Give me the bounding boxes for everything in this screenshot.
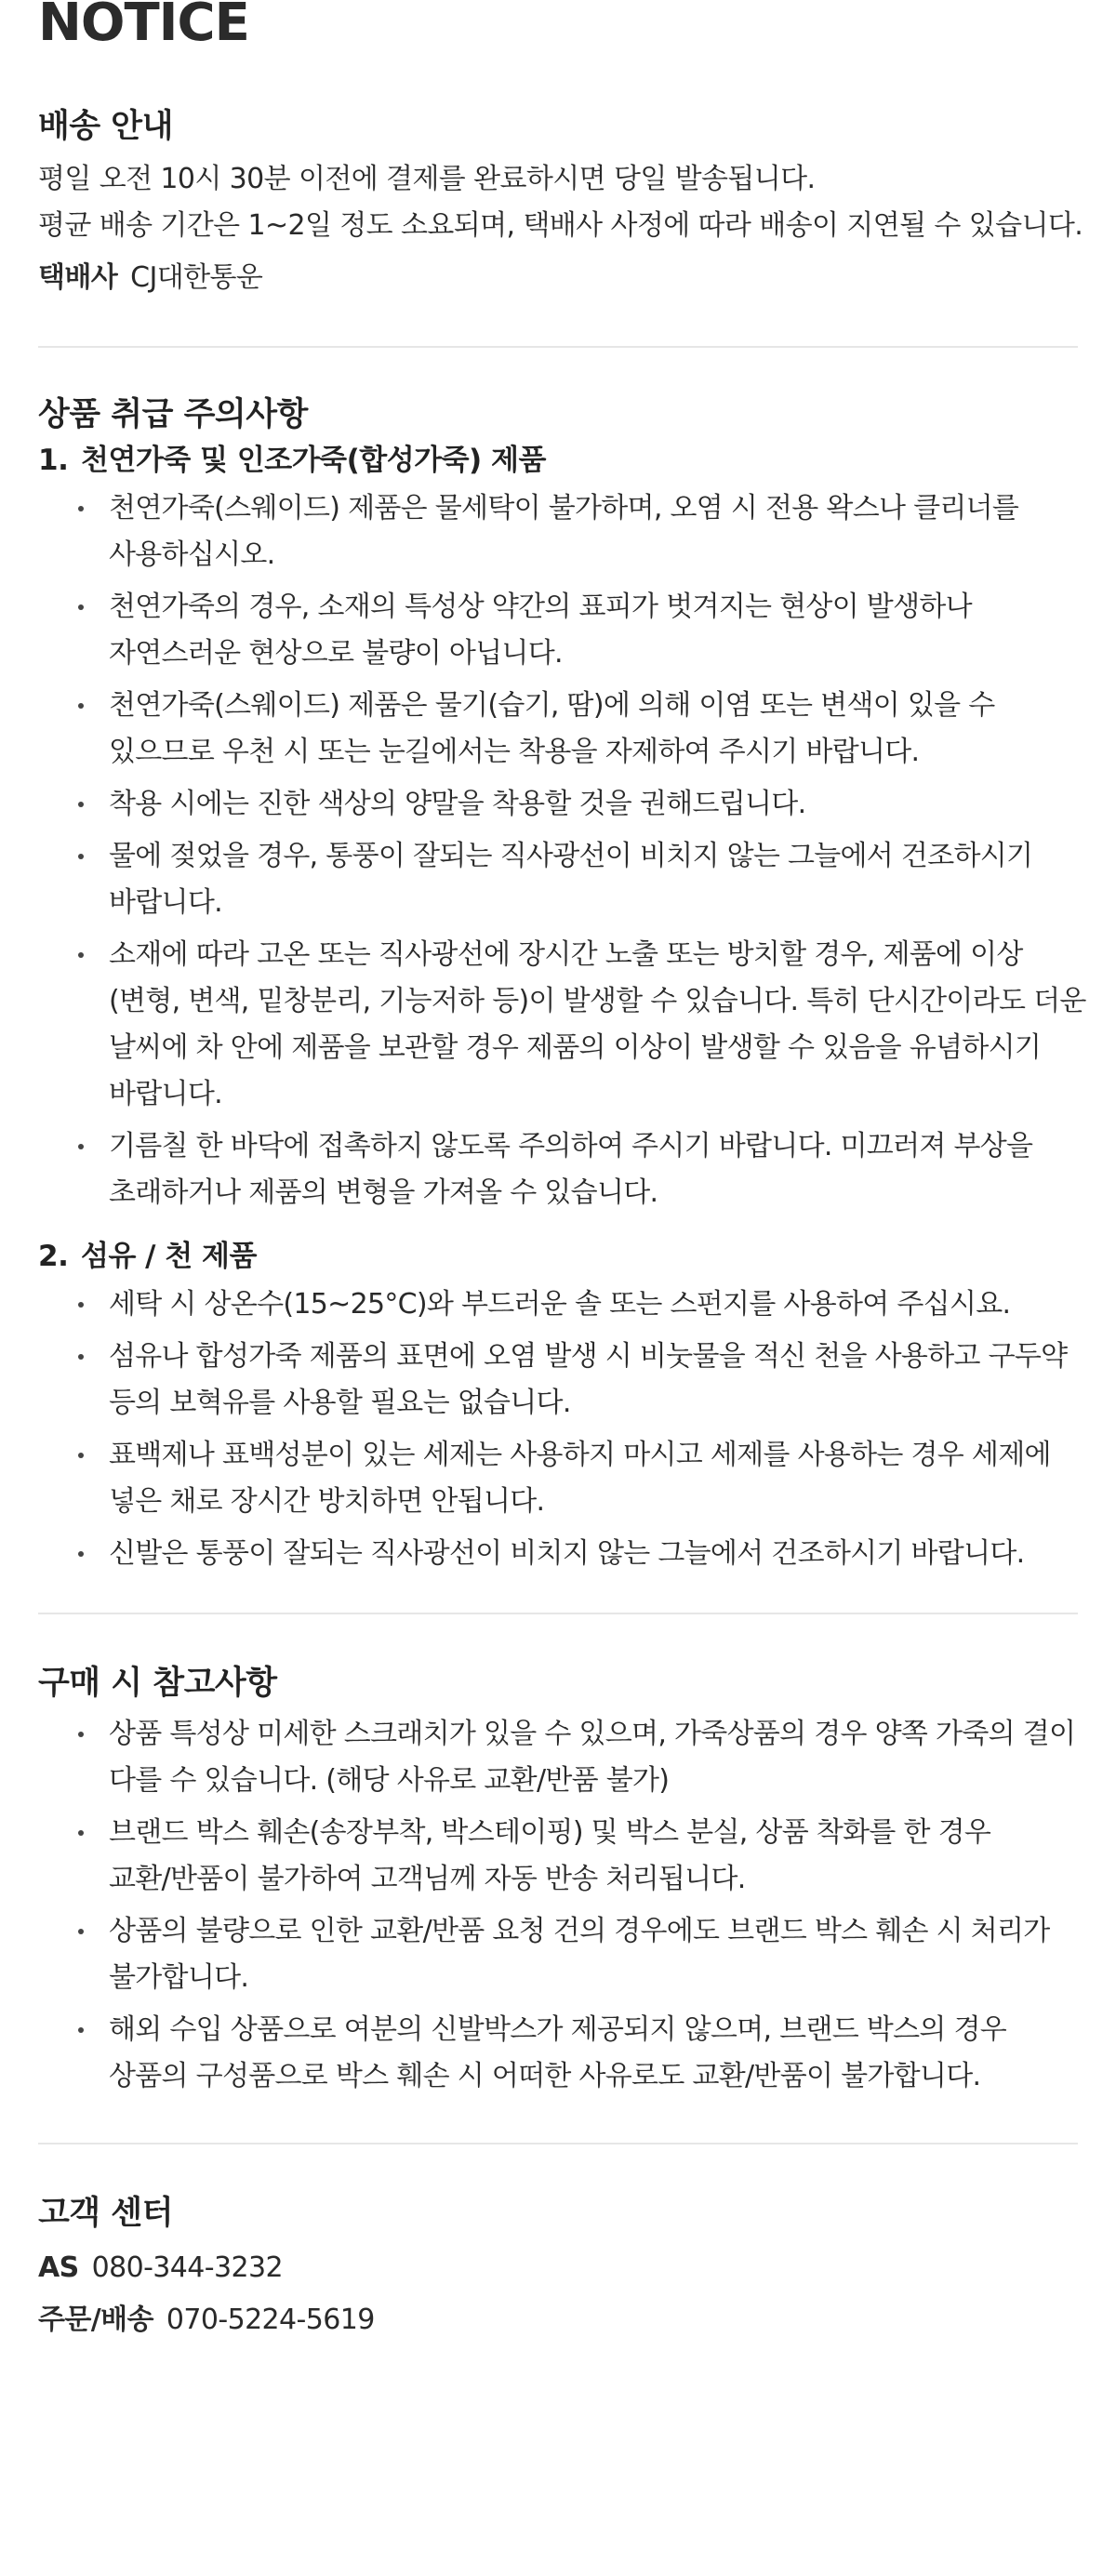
list-item — [38, 1334, 1078, 1427]
section-divider — [38, 2143, 1078, 2144]
list-item-text: 상품 특성상 미세한 스크래치가 있을 수 있으며, 가죽상품의 경우 양쪽 가죽의 결이 — [109, 1718, 1076, 1750]
list-item — [38, 781, 1078, 828]
list-item-text: 바랍니다. — [109, 886, 222, 919]
list-item-text: 날씨에 차 안에 제품을 보관할 경우 제품의 이상이 발생할 수 있음을 유념하시기 — [109, 1031, 1042, 1064]
list-item — [38, 2007, 1078, 2100]
as-row — [38, 2245, 1078, 2291]
list-item — [38, 1281, 1078, 1328]
list-item-text: 천연가죽(스웨이드) 제품은 물기(습기, 땀)에 의해 이염 또는 변색이 있을 수 — [109, 689, 995, 722]
list-item-text: 신발은 통풍이 잘되는 직사광선이 비치지 않는 그늘에서 건조하시기 바랍니다. — [109, 1537, 1025, 1570]
list-item-text: 브랜드 박스 훼손(송장부착, 박스테이핑) 및 박스 분실, 상품 착화를 한 경우 — [109, 1816, 991, 1849]
bullet-dot — [78, 1929, 84, 1934]
care-title: 상품 취급 주의사항 — [38, 396, 308, 433]
page-title: NOTICE — [38, 0, 249, 52]
purchase-section — [38, 1663, 1078, 2100]
list-item — [38, 1711, 1078, 1804]
list-item-text: 자연스러운 현상으로 불량이 아닙니다. — [109, 637, 563, 670]
list-item-text: 교환/반품이 불가하여 고객님께 자동 반송 처리됩니다. — [109, 1863, 746, 1895]
bullet-dot — [78, 604, 84, 610]
bullet-dot — [78, 1144, 84, 1149]
list-item-text: 기름칠 한 바닥에 접촉하지 않도록 주의하여 주시기 바랍니다. 미끄러져 부상을 — [109, 1130, 1033, 1162]
order-phone[interactable]: 070-5224-5619 — [166, 2304, 375, 2336]
courier-label: 택배사 — [38, 261, 118, 294]
shipping-title: 배송 안내 — [38, 108, 173, 145]
list-item — [38, 1432, 1078, 1525]
care-groups — [38, 437, 1086, 1577]
list-item — [38, 1123, 1078, 1216]
bullet-dot — [78, 952, 84, 958]
section-divider — [38, 1613, 1078, 1614]
customer-center-section — [38, 2193, 1078, 2344]
list-item — [38, 683, 1078, 776]
as-label: AS — [38, 2251, 79, 2284]
purchase-title: 구매 시 참고사항 — [38, 1665, 277, 1702]
list-item — [38, 1908, 1078, 2001]
list-item-text: 불가합니다. — [109, 1961, 249, 1994]
bullet-dot — [78, 1732, 84, 1737]
order-label: 주문/배송 — [38, 2304, 153, 2336]
list-item-text: 등의 보혁유를 사용할 필요는 없습니다. — [109, 1387, 571, 1419]
bullet-dot — [78, 854, 84, 859]
purchase-list — [38, 1711, 1078, 2100]
bullet-dot — [78, 1354, 84, 1360]
list-item — [38, 485, 1078, 578]
list-item — [38, 1531, 1078, 1577]
list-item-text: 초래하거나 제품의 변형을 가져올 수 있습니다. — [109, 1176, 658, 1209]
shipping-line: 평균 배송 기간은 1~2일 정도 소요되며, 택배사 사정에 따라 배송이 지연될 수 있습니다. — [38, 209, 1083, 242]
care-group-number: 1. — [38, 444, 69, 477]
customer-center-title: 고객 센터 — [38, 2195, 173, 2232]
list-item-text: 소재에 따라 고온 또는 직사광선에 장시간 노출 또는 방치할 경우, 제품에 이상 — [109, 938, 1023, 971]
list-item-text: 착용 시에는 진한 색상의 양말을 착용할 것을 권해드립니다. — [109, 788, 806, 820]
as-phone[interactable]: 080-344-3232 — [91, 2251, 283, 2284]
care-group — [38, 1233, 1078, 1577]
care-bullet-list — [38, 1281, 1078, 1577]
courier-value: CJ대한통운 — [130, 261, 263, 294]
list-item-text: (변형, 변색, 밑창분리, 기능저하 등)이 발생할 수 있습니다. 특히 단시간이라도 더운 — [109, 985, 1086, 1017]
bullet-dot — [78, 802, 84, 807]
care-section — [38, 394, 1086, 1577]
care-group-title-text: 천연가죽 및 인조가죽(합성가죽) 제품 — [81, 444, 546, 477]
list-item-text: 천연가죽(스웨이드) 제품은 물세탁이 불가하며, 오염 시 전용 왁스나 클리너를 — [109, 492, 1019, 524]
list-item-text: 표백제나 표백성분이 있는 세제는 사용하지 마시고 세제를 사용하는 경우 세제에 — [109, 1439, 1051, 1471]
courier-row — [38, 255, 1078, 301]
bullet-dot — [78, 1830, 84, 1836]
list-item-text: 섬유나 합성가죽 제품의 표면에 오염 발생 시 비눗물을 적신 천을 사용하고 구두약 — [109, 1340, 1068, 1373]
bullet-dot — [78, 703, 84, 709]
list-item-text: 천연가죽의 경우, 소재의 특성상 약간의 표피가 벗겨지는 현상이 발생하나 — [109, 591, 972, 623]
list-item-text: 물에 젖었을 경우, 통풍이 잘되는 직사광선이 비치지 않는 그늘에서 건조하시기 — [109, 840, 1033, 872]
bullet-dot — [78, 1453, 84, 1458]
bullet-dot — [78, 1302, 84, 1308]
care-group-title — [38, 437, 1078, 484]
bullet-dot — [78, 1551, 84, 1557]
bullet-dot — [78, 506, 84, 511]
care-group-title-text: 섬유 / 천 제품 — [81, 1240, 257, 1273]
care-bullet-list — [38, 485, 1086, 1216]
list-item-text: 있으므로 우천 시 또는 눈길에서는 착용을 자제하여 주시기 바랍니다. — [109, 736, 920, 768]
shipping-section — [38, 106, 1083, 301]
list-item-text: 상품의 구성품으로 박스 훼손 시 어떠한 사유로도 교환/반품이 불가합니다. — [109, 2060, 981, 2092]
list-item-text: 사용하십시오. — [109, 538, 275, 571]
list-item — [38, 1810, 1078, 1903]
list-item — [38, 584, 1078, 677]
bullet-dot — [78, 2027, 84, 2033]
list-item-text: 세탁 시 상온수(15~25°C)와 부드러운 솔 또는 스펀지를 사용하여 주십시요. — [109, 1288, 1011, 1321]
list-item-text: 넣은 채로 장시간 방치하면 안됩니다. — [109, 1485, 545, 1518]
list-item — [38, 833, 1078, 926]
list-item-text: 바랍니다. — [109, 1078, 222, 1110]
list-item-text: 해외 수입 상품으로 여분의 신발박스가 제공되지 않으며, 브랜드 박스의 경우 — [109, 2013, 1007, 2046]
list-item — [38, 932, 1086, 1118]
shipping-line: 평일 오전 10시 30분 이전에 결제를 완료하시면 당일 발송됩니다. — [38, 163, 816, 195]
care-group — [38, 437, 1086, 1216]
list-item-text: 다를 수 있습니다. (해당 사유로 교환/반품 불가) — [109, 1764, 670, 1797]
list-item-text: 상품의 불량으로 인한 교환/반품 요청 건의 경우에도 브랜드 박스 훼손 시 처리가 — [109, 1915, 1050, 1947]
care-group-title — [38, 1233, 1078, 1280]
care-group-number: 2. — [38, 1240, 69, 1273]
order-row — [38, 2297, 1078, 2344]
section-divider — [38, 346, 1078, 348]
